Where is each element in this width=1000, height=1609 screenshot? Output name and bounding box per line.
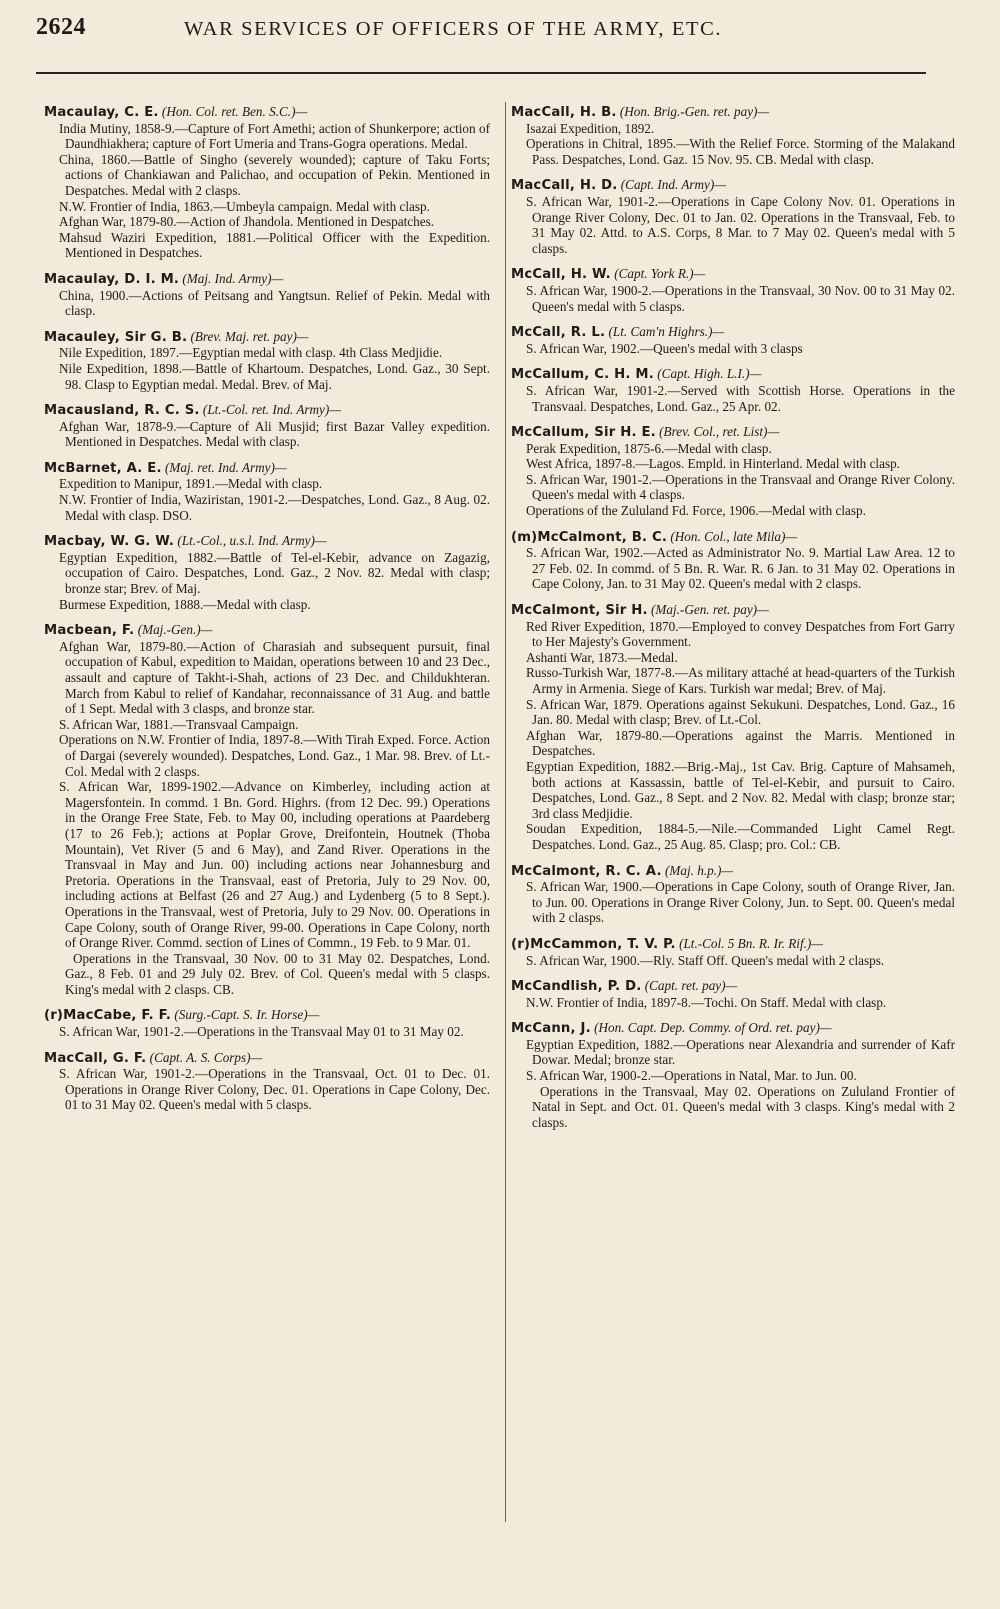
officer-name: Macbay, W. G. W.: [44, 534, 175, 550]
officer-name: MacCall, H. D.: [511, 178, 618, 194]
service-record: Burmese Expedition, 1888.—Medal with clasp.: [59, 596, 311, 612]
service-record: S. African War, 1900-2.—Operations in the Transvaal, 30 Nov. 00 to 31 May 02. Queen's medal with 5 clasps.: [526, 282, 955, 314]
service-record: Operations of the Zululand Fd. Force, 1906.—Medal with clasp.: [526, 503, 866, 519]
service-record: S. African War, 1901-2.—Operations in Cape Colony Nov. 01. Operations in Orange River Colony, Dec. 01 to Jan. 02. Operations in the Transvaal, Feb. to 31 May 02. Attd. to A.S. Corps, 8 Mar. to 7 May 02. Queen's medal with 5 clasps.: [526, 193, 955, 256]
service-record: Afghan War, 1879-80.—Operations against the Marris. Mentioned in Despatches.: [526, 727, 955, 759]
officer-name: (r)McCammon, T. V. P.: [511, 936, 676, 952]
service-record: Ashanti War, 1873.—Medal.: [526, 649, 678, 665]
officer-rank: (Lt. Cam'n Highrs.)—: [608, 324, 725, 340]
service-record: Red River Expedition, 1870.—Employed to convey Despatches from Fort Garry to Her Majesty's Government.: [526, 618, 955, 650]
service-record: S. African War, 1901-2.—Operations in the Transvaal and Orange River Colony. Queen's medal with 4 clasps.: [526, 471, 955, 503]
service-record: S. African War, 1881.—Transvaal Campaign.: [59, 716, 299, 732]
service-record: Egyptian Expedition, 1882.—Operations near Alexandria and surrender of Kafr Dowar. Medal; bronze star.: [526, 1036, 955, 1068]
header-rule: [36, 72, 926, 74]
entry-heading: [511, 366, 955, 383]
officer-name: McBarnet, A. E.: [44, 460, 162, 476]
officer-rank: (Maj.-Gen.)—: [137, 622, 213, 638]
officer-entry: [511, 424, 955, 519]
service-record: S. African War, 1901-2.—Operations in the Transvaal, Oct. 01 to Dec. 01. Operations in Orange River Colony, Dec. 01. Operations in Cape Colony, Dec. 01 to 31 May 02. Queen's medal with 5 clasps.: [59, 1066, 490, 1113]
officer-name: McCall, H. W.: [511, 267, 611, 283]
entry-heading: [511, 324, 955, 341]
officer-entry: [511, 529, 955, 592]
officer-entry: [511, 104, 955, 167]
officer-name: McCalmont, Sir H.: [511, 603, 648, 619]
entry-heading: [44, 1050, 490, 1067]
officer-rank: (Hon. Capt. Dep. Commy. of Ord. ret. pay)—: [594, 1020, 832, 1036]
service-record: Operations in Chitral, 1895.—With the Relief Force. Storming of the Malakand Pass. Despatches, Lond. Gaz. 15 Nov. 95. CB. Medal with clasp.: [526, 136, 955, 167]
service-record: N.W. Frontier of India, 1863.—Umbeyla campaign. Medal with clasp.: [59, 198, 430, 214]
service-record: Russo-Turkish War, 1877-8.—As military attaché at head-quarters of the Turkish Army in Armenia. Siege of Kars. Turkish war medal; Brev. of Maj.: [526, 665, 955, 696]
entry-heading: [44, 533, 490, 550]
entry-heading: [511, 104, 955, 121]
service-record: China, 1860.—Battle of Singho (severely wounded); capture of Taku Forts; actions of Chankiawan and Palichao, and occupation of Pekin. Mentioned in Despatches. Medal with 2 clasps.: [59, 151, 490, 198]
service-record: S. African War, 1902.—Queen's medal with 3 clasps: [526, 340, 803, 356]
entry-heading: [511, 863, 955, 880]
officer-name: MacCall, G. F.: [44, 1050, 147, 1066]
officer-rank: (Surg.-Capt. S. Ir. Horse)—: [174, 1007, 320, 1023]
officer-name: (m)McCalmont, B. C.: [511, 529, 668, 545]
officer-entry: [44, 1007, 490, 1039]
entry-heading: [511, 266, 955, 283]
entry-heading: [511, 529, 955, 546]
officer-rank: (Capt. York R.)—: [614, 266, 706, 282]
officer-name: (r)MacCabe, F. F.: [44, 1008, 172, 1024]
entry-heading: [511, 978, 955, 995]
service-record: N.W. Frontier of India, Waziristan, 1901-2.—Despatches, Lond. Gaz., 8 Aug. 02. Medal with clasp. DSO.: [59, 492, 490, 523]
officer-name: MacCall, H. B.: [511, 105, 617, 120]
service-record: Egyptian Expedition, 1882.—Battle of Tel-el-Kebir, advance on Zagazig, occupation of Cairo. Despatches, Lond. Gaz., 2 Nov. 82. Medal with clasp; bronze star; Brev. of Maj.: [59, 549, 490, 597]
officer-entry: [44, 104, 490, 261]
page-header: [36, 14, 936, 48]
officer-entry: [511, 366, 955, 414]
officer-rank: (Maj. Ind. Army)—: [182, 270, 284, 286]
officer-entry: [511, 936, 955, 968]
officer-rank: (Brev. Col., ret. List)—: [659, 424, 780, 440]
officer-entry: [44, 402, 490, 450]
service-record: S. African War, 1902.—Acted as Administrator No. 9. Martial Law Area. 12 to 27 Feb. 02. In commd. of 5 Bn. R. War. R. 6 Jan. to 31 May 02. Operations in Cape Colony, Jan. to 31 May 02. Queen's medal with 2 clasps.: [526, 545, 955, 592]
service-record: S. African War, 1900.—Rly. Staff Off. Queen's medal with 2 clasps.: [526, 952, 885, 968]
service-record: China, 1900.—Actions of Peitsang and Yangtsun. Relief of Pekin. Medal with clasp.: [59, 287, 490, 319]
officer-rank: (Lt.-Col. ret. Ind. Army)—: [202, 402, 342, 418]
officer-rank: (Hon. Col. ret. Ben. S.C.)—: [161, 104, 308, 119]
officer-entry: [511, 978, 955, 1010]
service-record: Afghan War, 1878-9.—Capture of Ali Musjid; first Bazar Valley expedition. Mentioned in Despatches. Medal with clasp.: [59, 418, 490, 450]
service-record: S. African War, 1901-2.—Served with Scottish Horse. Operations in the Transvaal. Despatches, Lond. Gaz., 25 Apr. 02.: [526, 382, 955, 414]
service-record: Afghan War, 1879-80.—Action of Charasiah and subsequent pursuit, final occupation of Kabul, expedition to Maidan, operations between 10 and 23 Dec., assault and capture of Takht-i-Shah, actions of 23 Dec. and Childukhteran. March from Kabul to relief of Kandahar, reconnaissance of 31 Aug. and battle of 1 Sept. Medal with 3 clasps, and bronze star.: [59, 638, 490, 717]
officer-rank: (Lt.-Col. 5 Bn. R. Ir. Rif.)—: [679, 935, 824, 951]
entry-heading: [44, 402, 490, 419]
entry-heading: [44, 1007, 490, 1024]
officer-rank: (Capt. ret. pay)—: [644, 978, 738, 994]
service-record: Expedition to Manipur, 1891.—Medal with clasp.: [59, 476, 323, 492]
entry-heading: [511, 602, 955, 619]
officer-entry: [511, 266, 955, 314]
service-record: Nile Expedition, 1898.—Battle of Khartoum. Despatches, Lond. Gaz., 30 Sept. 98. Clasp to Egyptian medal. Medal. Brev. of Maj.: [59, 360, 490, 392]
service-record: Nile Expedition, 1897.—Egyptian medal with clasp. 4th Class Medjidie.: [59, 345, 443, 361]
officer-name: McCann, J.: [511, 1021, 591, 1037]
officer-name: Macbean, F.: [44, 623, 135, 639]
service-record: Isazai Expedition, 1892.: [526, 120, 655, 136]
officer-name: McCalmont, R. C. A.: [511, 863, 662, 879]
service-record: S. African War, 1900-2.—Operations in Natal, Mar. to Jun. 00.: [526, 1068, 857, 1084]
service-record: Operations in the Transvaal, May 02. Operations on Zululand Frontier of Natal in Sept. and Oct. 01. Queen's medal with 3 clasps. King's medal with 2 clasps.: [532, 1083, 955, 1130]
officer-name: Macausland, R. C. S.: [44, 403, 200, 419]
officer-entry: [44, 329, 490, 392]
service-record: Perak Expedition, 1875-6.—Medal with clasp.: [526, 440, 772, 456]
officer-rank: (Hon. Brig.-Gen. ret. pay)—: [619, 104, 770, 119]
officer-rank: (Brev. Maj. ret. pay)—: [190, 328, 309, 344]
service-record: Egyptian Expedition, 1882.—Brig.-Maj., 1st Cav. Brig. Capture of Mahsameh, both actions at Kassassin, battle of Tel-el-Kebir, and pursuit to Cairo. Despatches, Lond. Gaz., 8 Sept. and 2 Nov. 82. Medal with clasp; bronze star; 3rd class Medjidie.: [526, 758, 955, 821]
officer-entry: [44, 460, 490, 523]
officer-rank: (Capt. High. L.I.)—: [657, 366, 762, 382]
entry-heading: [44, 460, 490, 477]
officer-rank: (Maj.-Gen. ret. pay)—: [651, 602, 769, 618]
left-column: [44, 104, 490, 1123]
service-record: Soudan Expedition, 1884-5.—Nile.—Commanded Light Camel Regt. Despatches. Lond. Gaz., 25 Aug. 85. Clasp; pro. Col.: CB.: [526, 821, 955, 852]
entry-heading: [44, 329, 490, 346]
right-column: [511, 104, 955, 1140]
service-record: N.W. Frontier of India, 1897-8.—Tochi. On Staff. Medal with clasp.: [526, 994, 887, 1010]
officer-entry: [511, 863, 955, 926]
service-record: West Africa, 1897-8.—Lagos. Empld. in Hinterland. Medal with clasp.: [526, 456, 900, 472]
entry-heading: [511, 1020, 955, 1037]
officer-entry: [44, 1050, 490, 1113]
officer-entry: [511, 177, 955, 256]
entry-heading: [511, 424, 955, 441]
service-record: S. African War, 1899-1902.—Advance on Kimberley, including action at Magersfontein. In commd. 1 Bn. Gord. Highrs. (from 12 Dec. 99.) Operations in the Orange Free State, Feb. to May 00, including operations at Paardeberg (17 to 26 Feb.); actions at Poplar Grove, Dreifontein, Houtnek (Thoba Mountain), Vet River (5 and 6 May), and Zand River. Operations in the Transvaal in May and Jun. 00) including actions near Johannesburg and Pretoria. Operations in the Transvaal, east of Pretoria, July to 29 Nov. 00, including actions at Belfast (26 and 27 Aug.) and Lydenberg (5 to 8 Sept.). Operations in the Transvaal, west of Pretoria, July to 29 Nov. 00. Operations in Cape Colony, south of Orange River, 99-00. Operations in Cape Colony, north of Orange River. Commd. section of Lines of Commn., 19 Feb. to 9 Mar. 01.: [59, 779, 490, 951]
entry-heading: [44, 271, 490, 288]
officer-name: McCallum, Sir H. E.: [511, 425, 656, 441]
officer-entry: [511, 1020, 955, 1130]
entry-heading: [511, 936, 955, 953]
officer-name: Macaulay, C. E.: [44, 105, 159, 120]
officer-name: McCandlish, P. D.: [511, 979, 642, 995]
officer-name: Macaulay, D. I. M.: [44, 271, 180, 287]
service-record: Mahsud Waziri Expedition, 1881.—Political Officer with the Expedition. Mentioned in Despatches.: [59, 229, 490, 261]
service-record: S. African War, 1901-2.—Operations in the Transvaal May 01 to 31 May 02.: [59, 1024, 464, 1040]
page-number: 2624: [36, 14, 86, 40]
officer-entry: [44, 622, 490, 997]
officer-entry: [511, 324, 955, 356]
entry-heading: [44, 104, 490, 121]
officer-rank: (Hon. Col., late Mila)—: [670, 528, 798, 544]
officer-rank: (Maj. ret. Ind. Army)—: [165, 459, 287, 475]
running-title: WAR SERVICES OF OFFICERS OF THE ARMY, ETC.: [184, 18, 723, 40]
column-divider: [505, 102, 506, 1522]
service-record: Afghan War, 1879-80.—Action of Jhandola. Mentioned in Despatches.: [59, 214, 435, 230]
service-record: S. African War, 1879. Operations against Sekukuni. Despatches, Lond. Gaz., 16 Jan. 80. Medal with clasp; Brev. of Lt.-Col.: [526, 696, 955, 728]
officer-rank: (Capt. Ind. Army)—: [620, 177, 726, 193]
officer-rank: (Maj. h.p.)—: [664, 862, 734, 878]
officer-entry: [44, 533, 490, 612]
service-record: S. African War, 1900.—Operations in Cape Colony, south of Orange River, Jan. to Jun. 00. Operations in Orange River Colony, Jun. to Sept. 00. Queen's medal with 2 clasps.: [526, 879, 955, 926]
officer-name: McCall, R. L.: [511, 325, 606, 341]
officer-name: Macauley, Sir G. B.: [44, 329, 188, 345]
service-record: India Mutiny, 1858-9.—Capture of Fort Amethi; action of Shunkerpore; action of Daundhiakhera; capture of Fort Umeria and Trans-Gogra operations. Medal.: [59, 120, 490, 152]
officer-name: McCallum, C. H. M.: [511, 367, 654, 383]
officer-rank: (Lt.-Col., u.s.l. Ind. Army)—: [177, 533, 327, 549]
officer-entry: [511, 602, 955, 853]
entry-heading: [44, 622, 490, 639]
officer-rank: (Capt. A. S. Corps)—: [149, 1049, 263, 1065]
officer-entry: [44, 271, 490, 319]
entry-heading: [511, 177, 955, 194]
service-record: Operations on N.W. Frontier of India, 1897-8.—With Tirah Exped. Force. Action of Dargai (severely wounded). Despatches, Lond. Gaz., 1 Mar. 98. Brev. of Lt.-Col. Medal with 2 clasps.: [59, 732, 490, 779]
service-record: Operations in the Transvaal, 30 Nov. 00 to 31 May 02. Despatches, Lond. Gaz., 8 Feb. 01 and 29 July 02. Brev. of Col. Queen's medal with 5 clasps. King's medal with 2 clasps. CB.: [65, 950, 490, 997]
